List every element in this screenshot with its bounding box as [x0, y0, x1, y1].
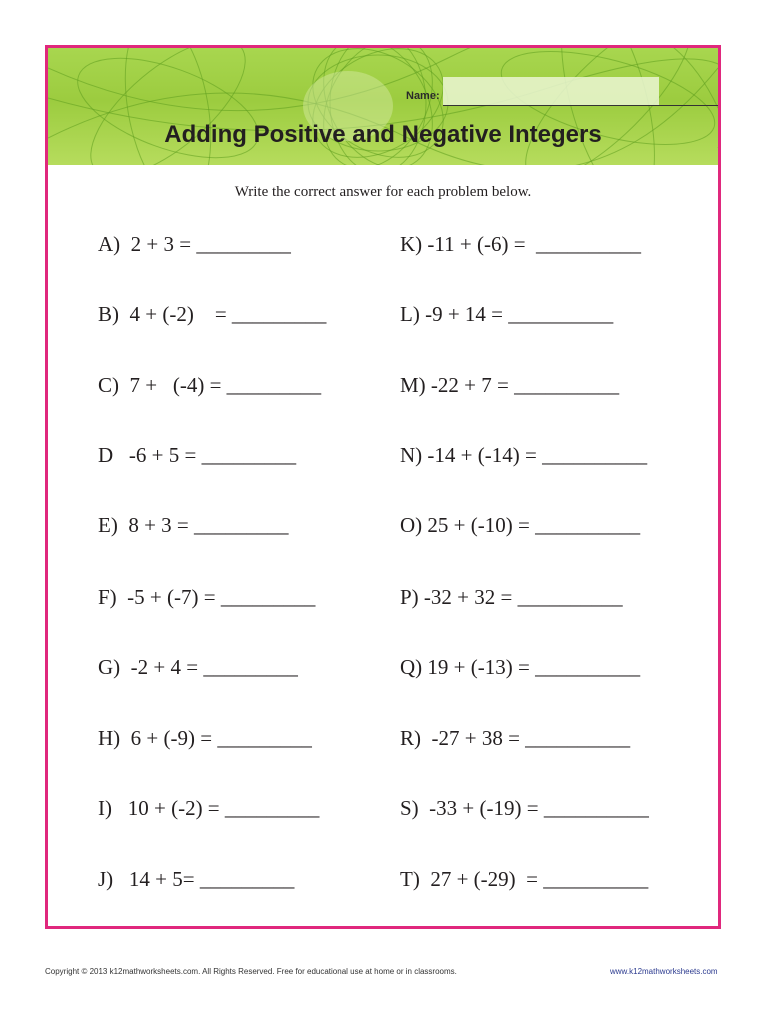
- problem-k: K) -11 + (-6) = __________: [400, 232, 642, 256]
- worksheet-frame: [45, 45, 721, 929]
- problem-b: B) 4 + (-2) = _________: [98, 302, 327, 326]
- website-link[interactable]: www.k12mathworksheets.com: [610, 967, 718, 976]
- problem-s: S) -33 + (-19) = __________: [400, 796, 649, 820]
- problem-t: T) 27 + (-29) = __________: [400, 867, 649, 891]
- problem-q: Q) 19 + (-13) = __________: [400, 655, 641, 679]
- problem-d: D -6 + 5 = _________: [98, 443, 297, 467]
- problem-p: P) -32 + 32 = __________: [400, 585, 623, 609]
- problem-g: G) -2 + 4 = _________: [98, 655, 298, 679]
- problem-l: L) -9 + 14 = __________: [400, 302, 614, 326]
- name-label: Name:: [406, 90, 440, 102]
- worksheet-title: Adding Positive and Negative Integers: [164, 121, 602, 148]
- copyright-notice: Copyright © 2013 k12mathworksheets.com. All Rights Reserved. Free for educational use at home or in classrooms.: [45, 967, 457, 976]
- header-banner: [48, 48, 718, 165]
- problem-m: M) -22 + 7 = __________: [400, 373, 620, 397]
- problem-o: O) 25 + (-10) = __________: [400, 513, 641, 537]
- problem-r: R) -27 + 38 = __________: [400, 726, 631, 750]
- name-box-background: [443, 77, 659, 105]
- name-input-line[interactable]: [443, 105, 718, 106]
- problem-e: E) 8 + 3 = _________: [98, 513, 289, 537]
- problem-n: N) -14 + (-14) = __________: [400, 443, 648, 467]
- problem-i: I) 10 + (-2) = _________: [98, 796, 320, 820]
- problem-j: J) 14 + 5= _________: [98, 867, 295, 891]
- problem-c: C) 7 + (-4) = _________: [98, 373, 322, 397]
- problem-a: A) 2 + 3 = _________: [98, 232, 291, 256]
- instructions: Write the correct answer for each problem below.: [234, 184, 532, 200]
- problem-f: F) -5 + (-7) = _________: [98, 585, 316, 609]
- problem-h: H) 6 + (-9) = _________: [98, 726, 312, 750]
